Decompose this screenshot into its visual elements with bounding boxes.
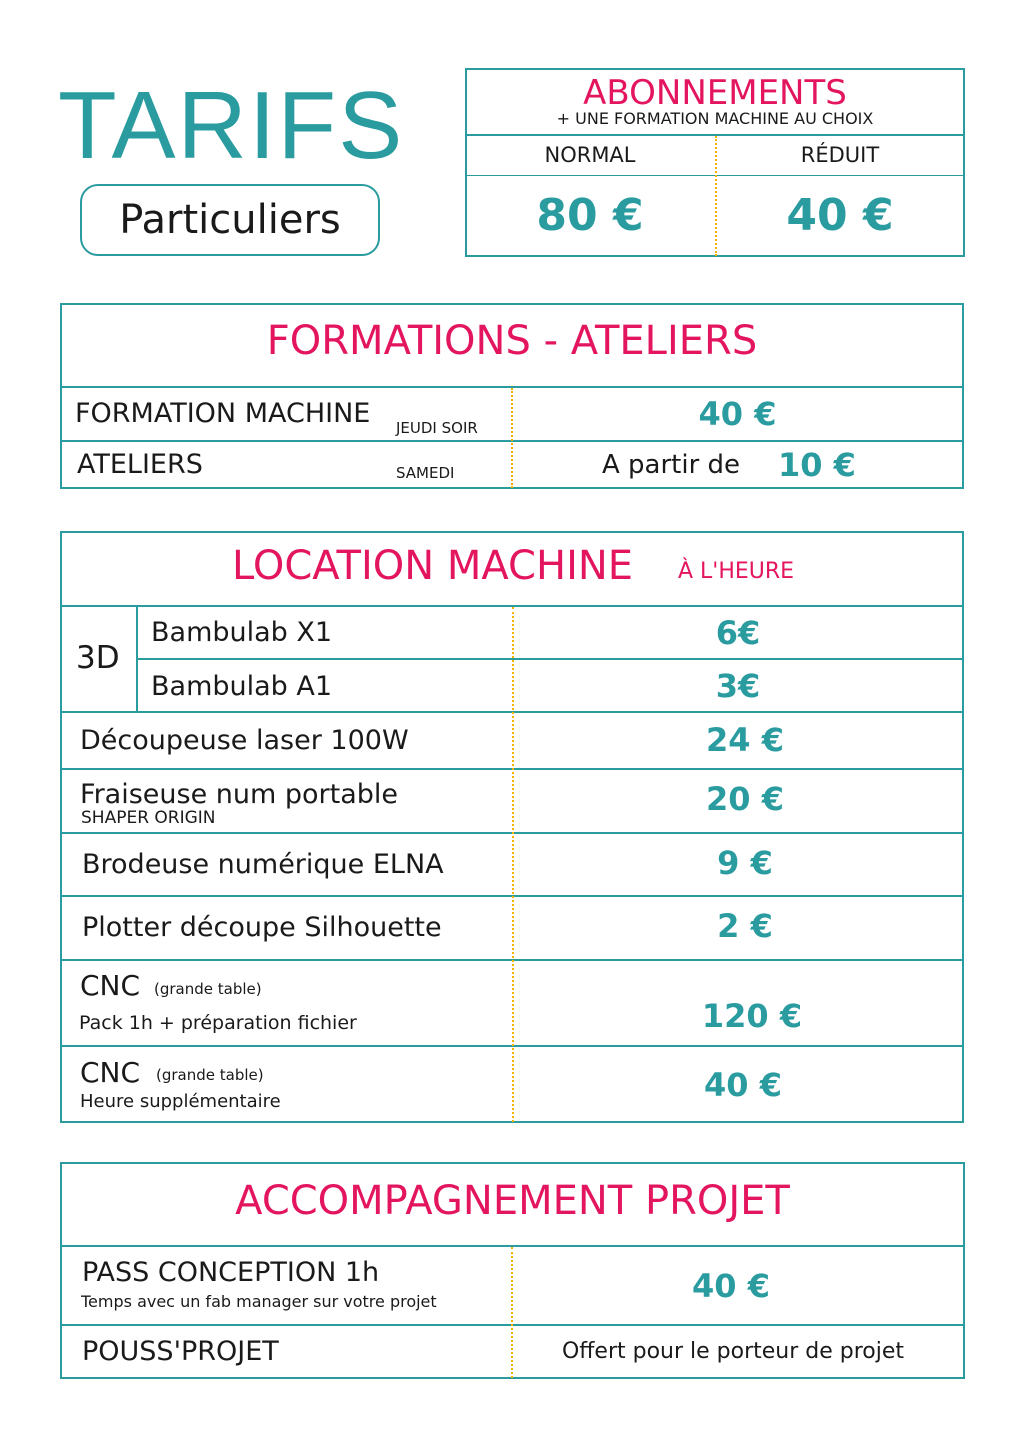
audience-label: Particuliers [119,197,341,243]
ateliers-label: ATELIERS [77,449,203,480]
formation-machine-note: JEUDI SOIR [396,419,478,437]
audience-badge [80,184,380,256]
bambulab-a1-price: 3€ [715,667,761,705]
page-title: TARIFS [58,72,405,179]
cnc-hour-price: 40 € [704,1066,782,1104]
bambulab-a1-label: Bambulab A1 [151,671,333,702]
normal-label: NORMAL [544,143,636,167]
ateliers-price-prefix: A partir de [602,450,741,480]
location-title: LOCATION MACHINE [232,543,634,589]
fraiseuse-label: Fraiseuse num portable [80,779,399,810]
cnc-pack-label: CNC [80,969,141,1002]
formations-title: FORMATIONS - ATELIERS [266,318,758,364]
pass-conception-label: PASS CONCEPTION 1h [82,1257,380,1288]
cnc-pack-note: (grande table) [154,980,262,998]
plotter-label: Plotter découpe Silhouette [82,912,442,943]
plotter-price: 2 € [717,907,773,945]
decoupeuse-laser-price: 24 € [706,721,784,759]
fraiseuse-sub: SHAPER ORIGIN [81,808,216,828]
formation-machine-label: FORMATION MACHINE [75,398,371,429]
cnc-hour-sub: Heure supplémentaire [80,1091,281,1112]
ateliers-price: 10 € [778,446,856,484]
formation-machine-price: 40 € [698,395,777,433]
cnc-hour-note: (grande table) [156,1066,264,1084]
abonnements-subtitle: + UNE FORMATION MACHINE AU CHOIX [556,109,874,128]
accompagnement-title: ACCOMPAGNEMENT PROJET [235,1178,790,1224]
brodeuse-price: 9 € [717,844,773,882]
bambulab-x1-price: 6€ [715,614,761,652]
group-3d-label: 3D [76,640,120,676]
reduit-label: RÉDUIT [800,143,880,167]
cnc-hour-label: CNC [80,1056,141,1089]
location-title-suffix: À L'HEURE [678,559,795,584]
group-divider [136,606,138,711]
divider [137,658,964,660]
pass-conception-sub: Temps avec un fab manager sur votre projet [81,1292,437,1311]
bambulab-x1-label: Bambulab X1 [151,617,333,648]
poussprojet-label: POUSS'PROJET [82,1336,279,1367]
cnc-pack-price: 120 € [701,997,803,1035]
normal-price: 80 € [536,190,644,241]
abonnements-title: ABONNEMENTS [583,73,847,113]
pass-conception-price: 40 € [692,1267,770,1305]
fraiseuse-price: 20 € [706,780,784,818]
reduit-price: 40 € [786,190,894,241]
ateliers-note: SAMEDI [396,464,455,482]
poussprojet-value: Offert pour le porteur de projet [561,1339,905,1364]
cnc-pack-sub: Pack 1h + préparation fichier [79,1012,357,1034]
decoupeuse-laser-label: Découpeuse laser 100W [80,725,409,756]
brodeuse-label: Brodeuse numérique ELNA [82,849,444,880]
